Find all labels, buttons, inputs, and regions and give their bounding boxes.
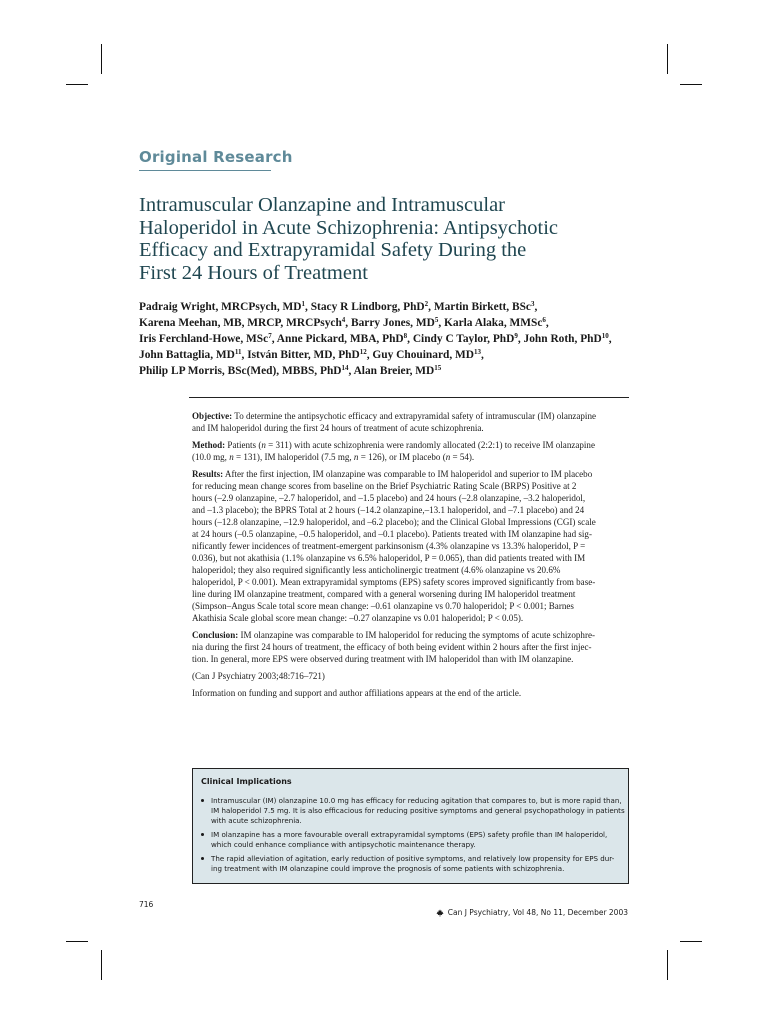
crop-mark [680, 84, 702, 85]
abstract-method [192, 439, 630, 463]
author-line [139, 348, 639, 364]
title-line: Intramuscular Olanzapine and Intramuscular [139, 194, 505, 216]
affiliation-marker: 5 [434, 315, 439, 324]
maple-leaf-icon [436, 909, 444, 917]
clinical-implications-list [201, 796, 625, 878]
abstract-line: at 24 hours (–0.5 olanzapine, –0.5 haloperidol, and –0.1 placebo). Patients treated with IM olanzapine had sig- [192, 529, 592, 539]
abstract-line [192, 439, 630, 451]
abstract-line [192, 451, 630, 463]
author-separator: , [534, 301, 538, 313]
abstract-label: Results: [192, 469, 224, 479]
author-name: , Cindy C Taylor, PhD [407, 332, 515, 345]
author-name: , István Bitter, MD, PhD [241, 348, 360, 361]
crop-mark [101, 44, 102, 74]
abstract-line: nia during the first 24 hours of treatment, the efficacy of both being evident within 2 hours after the first injec- [192, 642, 592, 652]
affiliation-marker: 14 [341, 363, 349, 372]
abstract-text: = 54). [450, 452, 475, 462]
title-line: Efficacy and Extrapyramidal Safety During the [139, 239, 527, 262]
author-name: Philip LP Morris, BSc(Med), MBBS, PhD [139, 364, 342, 377]
list-item-text: IM haloperidol 7.5 mg. It is also efficacious for reducing positive symptoms and general psychopathology in patients [211, 806, 625, 815]
affiliation-marker: 12 [359, 347, 367, 356]
page-number: 716 [139, 900, 154, 909]
abstract-text: (10.0 mg, [192, 452, 230, 462]
author-line [139, 316, 639, 332]
author-name: , Martin Birkett, BSc [428, 301, 531, 313]
author-line [139, 300, 639, 316]
crop-mark [101, 950, 102, 980]
journal-footer [436, 908, 628, 917]
bullet-icon [201, 857, 204, 860]
abstract-line: nificantly fewer incidences of treatment-emergent parkinsonism (4.3% olanzapine vs 13.3% haloperidol, P = [192, 541, 586, 551]
abstract-text: Patients ( [225, 440, 262, 450]
author-line [139, 364, 639, 380]
author-name: , Barry Jones, MD [345, 316, 435, 329]
abstract-line: and IM haloperidol during the first 24 hours of treatment of acute schizophrenia. [192, 423, 484, 433]
clinical-implications-title: Clinical Implications [201, 777, 292, 786]
footer-citation: Can J Psychiatry, Vol 48, No 11, December 2003 [447, 908, 628, 917]
list-item-text: with acute schizophrenia. [211, 816, 302, 825]
article-title [139, 194, 639, 284]
abstract-line [192, 629, 630, 641]
abstract-conclusion [192, 629, 630, 665]
abstract-line: for reducing mean change scores from baseline on the Brief Psychiatric Rating Scale (BRPS) Positive at 2 [192, 481, 577, 491]
list-item-text: Intramuscular (IM) olanzapine 10.0 mg has efficacy for reducing agitation that compares to, but is more rapid than, [211, 796, 622, 805]
abstract-line: hours (–12.8 olanzapine, –12.9 haloperidol, and –6.2 placebo); and the Clinical Global Impressions (CGI) scale [192, 517, 596, 527]
crop-mark [66, 941, 88, 942]
abstract-text: n [261, 440, 266, 450]
author-name: John Battaglia, MD [139, 348, 235, 361]
author-name: Iris Ferchland-Howe, MSc [139, 332, 269, 345]
abstract-line: haloperidol, P < 0.001). Mean extrapyramidal symptoms (EPS) safety scores improved significantly from base- [192, 577, 596, 587]
author-name: , Karla Alaka, MMSc [438, 316, 543, 329]
list-item-text: IM olanzapine has a more favourable overall extrapyramidal symptoms (EPS) safety profile than IM haloperidol, [211, 830, 608, 839]
crop-mark [667, 44, 668, 74]
abstract-text: = 126), or IM placebo ( [358, 452, 446, 462]
abstract-line: 0.036), but not akathisia (1.1% olanzapine vs 6.5% haloperidol, P = 0.065), than did patients treated with IM [192, 553, 586, 563]
crop-mark [680, 941, 702, 942]
affiliation-marker: 3 [530, 300, 535, 308]
abstract-label: Method: [192, 440, 226, 450]
abstract-line [192, 468, 630, 480]
bullet-icon [201, 833, 204, 836]
abstract-text: To determine the antipsychotic efficacy and extrapyramidal safety of intramuscular (IM) olanzapine [232, 411, 596, 421]
list-item-text: The rapid alleviation of agitation, early reduction of positive symptoms, and relatively low propensity for EPS dur- [211, 854, 615, 863]
author-separator: , [481, 348, 484, 361]
list-item-text: which could enhance compliance with antipsychotic maintenance therapy. [211, 840, 476, 849]
author-name: , Anne Pickard, MBA, PhD [271, 332, 404, 345]
affiliation-marker: 6 [542, 315, 546, 324]
abstract-line [192, 410, 630, 422]
author-list [139, 300, 639, 380]
abstract-objective [192, 410, 630, 434]
title-line: First 24 Hours of Treatment [139, 261, 368, 284]
author-separator: , [545, 316, 549, 329]
abstract-line: tion. In general, more EPS were observed during treatment with IM haloperidol than with IM olanzapine. [192, 654, 574, 664]
author-name: , John Roth, PhD [517, 332, 602, 345]
bullet-icon [201, 799, 204, 802]
affiliation-marker: 8 [403, 331, 408, 340]
author-name: Karena Meehan, MB, MRCP, MRCPsych [139, 316, 342, 329]
abstract [192, 410, 630, 704]
abstract-line: Akathisia Scale global score mean change: –0.27 olanzapine vs 0.01 haloperidol; P < 0.05). [192, 613, 524, 623]
author-line [139, 332, 639, 348]
list-item [201, 830, 625, 850]
abstract-text: n [445, 452, 451, 462]
list-item [201, 796, 625, 826]
clinical-implications-box [192, 768, 629, 884]
affiliation-marker: 15 [434, 363, 442, 372]
affiliation-marker: 13 [474, 347, 482, 356]
citation: (Can J Psychiatry 2003;48:716–721) [192, 671, 325, 681]
abstract-text: = 131), IM haloperidol (7.5 mg, [233, 452, 354, 462]
affiliation-marker: 7 [268, 331, 272, 340]
list-item [201, 854, 625, 874]
abstract-text: IM olanzapine was comparable to IM haloperidol for reducing the symptoms of acute schizophre- [238, 630, 595, 640]
abstract-text: = 311) with acute schizophrenia were randomly allocated (2:2:1) to receive IM olanzapine [265, 440, 595, 450]
crop-mark [66, 84, 88, 85]
abstract-label: Conclusion: [192, 630, 239, 640]
section-label: Original Research [139, 148, 293, 166]
abstract-label: Objective: [192, 411, 233, 421]
affiliation-marker: 10 [601, 331, 609, 340]
abstract-text: n [229, 452, 234, 462]
title-line: Haloperidol in Acute Schizophrenia: Antipsychotic [139, 216, 559, 239]
author-name: Padraig Wright, MRCPsych, MD [139, 301, 302, 313]
affiliation-marker: 4 [341, 315, 346, 324]
author-name: , Alan Breier, MD [348, 364, 435, 377]
abstract-line: haloperidol; they also required significantly less anticholinergic treatment (4.6% olanzapine vs 20.6% [192, 565, 561, 575]
affiliation-marker: 11 [234, 347, 242, 356]
author-name: , Stacy R Lindborg, PhD [305, 301, 425, 313]
affiliation-marker: 2 [424, 300, 429, 308]
abstract-rule [189, 397, 629, 398]
abstract-line: and –1.3 placebo); the BPRS Total at 2 hours (–14.2 olanzapine,–13.1 haloperidol, and –7.1 placebo) and 24 [192, 505, 585, 515]
abstract-text: n [353, 452, 359, 462]
author-separator: , [608, 332, 612, 345]
section-underline [139, 170, 271, 171]
affiliation-marker: 1 [301, 300, 306, 308]
affiliation-marker: 9 [514, 331, 518, 340]
abstract-text: After the first injection, IM olanzapine was comparable to IM haloperidol and superior to IM placebo [223, 469, 593, 479]
funding-note: Information on funding and support and author affiliations appears at the end of the article. [192, 688, 522, 698]
crop-mark [667, 950, 668, 980]
abstract-line: (Simpson–Angus Scale total score mean change: –0.61 olanzapine vs 0.70 haloperidol; P < 0.001; Barnes [192, 601, 574, 611]
author-name: , Guy Chouinard, MD [366, 348, 475, 361]
abstract-line: hours (–2.9 olanzapine, –2.7 haloperidol, and –1.5 placebo) and 24 hours (–2.8 olanzapine, –3.2 haloperidol, [192, 493, 586, 503]
abstract-results [192, 468, 630, 624]
list-item-text: ing treatment with IM olanzapine could improve the prognosis of some patients with schizophrenia. [211, 864, 565, 873]
abstract-line: line during IM olanzapine treatment, compared with a general worsening during IM haloperidol treatment [192, 589, 576, 599]
